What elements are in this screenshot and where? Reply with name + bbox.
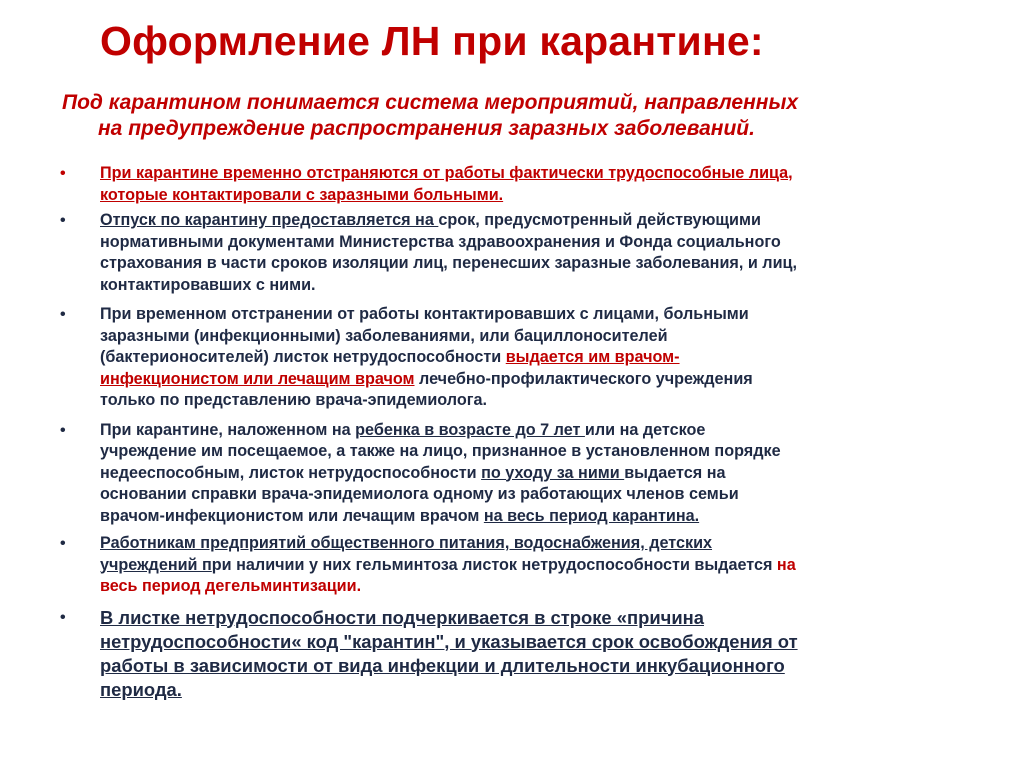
bullet-5-line-3: весь период дегельминтизации.	[100, 577, 362, 595]
bullet-2-line-3: страхования в части сроков изоляции лиц, перенесших заразные заболевания, и лиц,	[100, 254, 797, 272]
bullet-item-contact-suspension	[60, 304, 970, 412]
bullet-1-line-2: которые контактировали с заразными больными.	[100, 185, 504, 204]
bullet-1-line-1: При карантине временно отстраняются от работы фактически трудоспособные лица,	[100, 164, 793, 182]
bullet-2-line-4: контактировавших с ними.	[100, 275, 316, 294]
bullet-2-underlined: Отпуск по карантину предоставляется на	[100, 211, 439, 229]
bullet-3-line-1: При временном отстранении от работы контактировавших с лицами, больными	[100, 305, 749, 323]
bullet-4-underlined: по уходу за ними	[481, 463, 625, 482]
bullet-4-text: недееспособным, листок нетрудоспособности	[100, 463, 482, 482]
bullet-icon: •	[60, 608, 66, 626]
bullet-5-underlined: учреждений п	[100, 555, 212, 574]
bullet-icon: •	[60, 421, 66, 439]
bullet-6-line-3: работы в зависимости от вида инфекции и длительности инкубационного	[100, 654, 785, 676]
bullet-3-line-4	[100, 369, 970, 391]
bullet-icon: •	[60, 212, 66, 229]
bullet-3-highlight: выдается им врачом-	[505, 348, 680, 366]
bullet-4-text: или на детское	[584, 420, 706, 439]
bullet-2-text: срок, предусмотренный действующими	[438, 211, 761, 229]
bullet-list	[60, 163, 970, 702]
bullet-item-quarantine-leave	[60, 210, 970, 296]
bullet-2-line-1	[100, 210, 970, 232]
bullet-6-line-1: В листке нетрудоспособности подчеркивается в строке «причина	[100, 606, 704, 628]
bullet-4-line-4: основании справки врача-эпидемиолога одному из работающих членов семьи	[100, 485, 739, 503]
bullet-2-line-2: нормативными документами Министерства здравоохранения и Фонда социального	[100, 232, 781, 251]
bullet-icon: •	[60, 165, 66, 182]
bullet-4-text: При карантине, наложенном на	[100, 420, 356, 439]
bullet-item-child-quarantine	[60, 420, 970, 528]
bullet-4-line-3	[100, 463, 970, 485]
subtitle-line-1: Под карантином понимается система мероприятий, направленных	[62, 91, 799, 114]
bullet-4-line-2: учреждение им посещаемое, а также на лицо, признанное в установленном порядке	[100, 442, 781, 460]
bullet-item-quarantine-suspension	[60, 163, 970, 206]
bullet-5-line-1: Работникам предприятий общественного питания, водоснабжения, детских	[100, 534, 713, 552]
bullet-item-sick-leave-note	[60, 606, 970, 702]
subtitle-line-2: на предупреждение распространения заразных заболеваний.	[98, 117, 755, 140]
bullet-6-line-4: периода.	[100, 678, 182, 700]
bullet-3-line-3	[100, 347, 970, 369]
bullet-4-line-5	[100, 506, 970, 528]
bullet-4-line-1	[100, 420, 970, 442]
bullet-3-text: лечебно-профилактического учреждения	[414, 369, 753, 388]
bullet-4-text: выдается на	[624, 463, 726, 482]
bullet-4-underlined: на весь период карантина.	[483, 506, 700, 525]
bullet-4-underlined: ребенка в возрасте до 7 лет	[355, 420, 585, 439]
bullet-3-text: (бактерионосителей) листок нетрудоспособности	[100, 348, 506, 366]
bullet-5-text: ри наличии у них гельминтоза листок нетрудоспособности выдается	[211, 555, 777, 574]
bullet-5-line-2	[100, 555, 970, 577]
slide-title: Оформление ЛН при карантине:	[100, 18, 764, 64]
slide-subtitle	[62, 90, 962, 142]
bullet-3-line-5: только по представлению врача-эпидемиолога.	[100, 391, 487, 409]
bullet-icon: •	[60, 306, 66, 323]
bullet-4-text: врачом-инфекционистом или лечащим врачом	[100, 506, 484, 525]
bullet-item-food-workers	[60, 533, 970, 598]
bullet-5-highlight: на	[776, 555, 796, 574]
bullet-icon: •	[60, 535, 66, 552]
bullet-6-line-2: нетрудоспособности« код "карантин", и указывается срок освобождения от	[100, 630, 798, 652]
bullet-3-highlight: инфекционистом или лечащим врачом	[100, 369, 415, 388]
bullet-3-line-2: заразными (инфекционными) заболеваниями, или бациллоносителей	[100, 326, 668, 345]
